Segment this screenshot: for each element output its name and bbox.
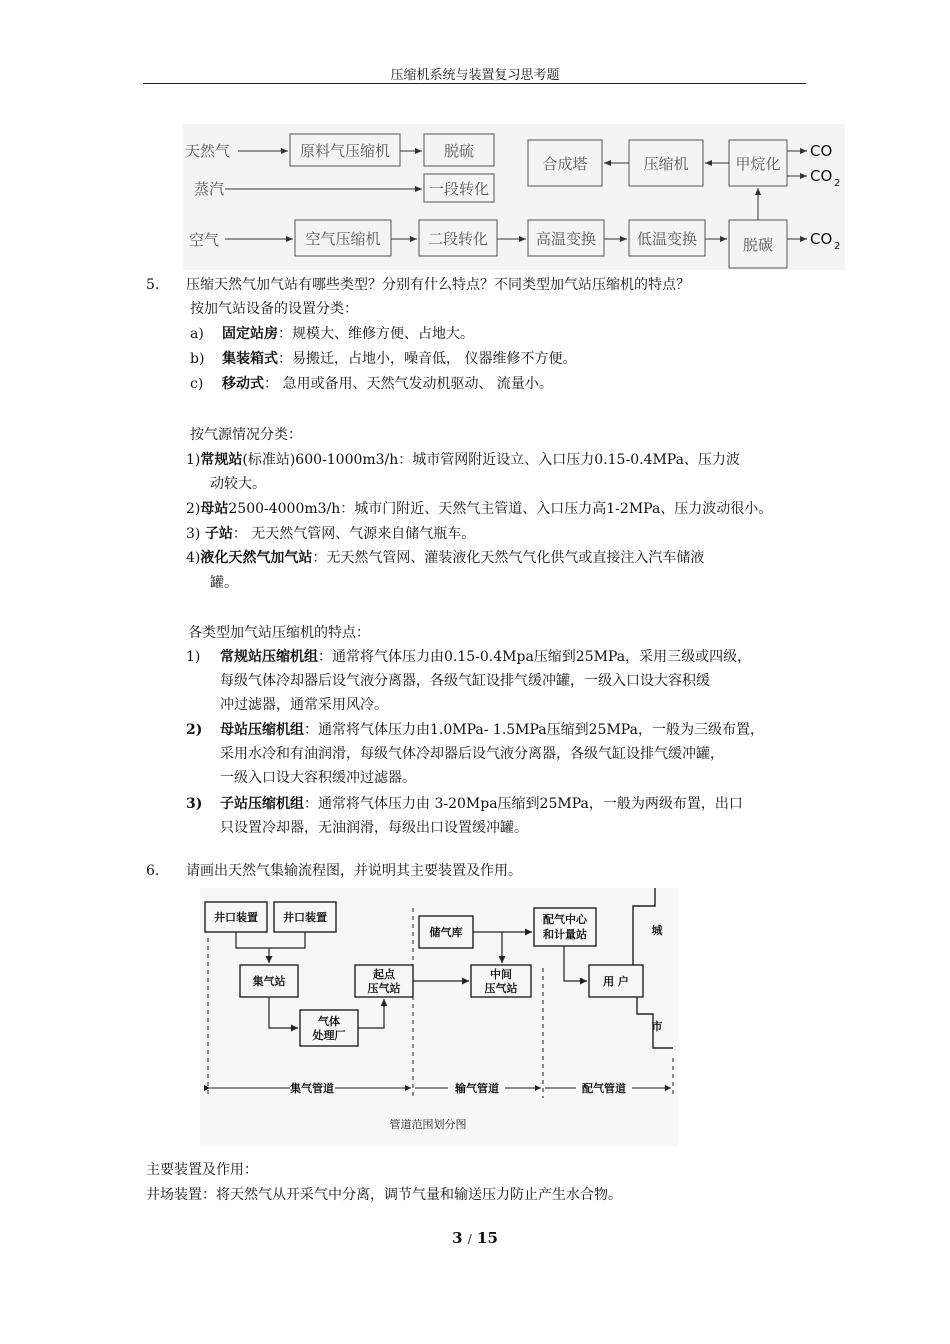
svg-text:一段转化: 一段转化 [428, 180, 490, 198]
output-co: CO [810, 142, 833, 160]
svg-text:空气压缩机: 空气压缩机 [305, 230, 381, 248]
svg-text:低温变换: 低温变换 [636, 230, 698, 248]
compressor-1-num: 1) [186, 649, 201, 665]
item-b-mark: b) [190, 351, 205, 367]
svg-text:甲烷化: 甲烷化 [735, 155, 781, 173]
q5-number: 5. [146, 277, 160, 293]
item-a: 固定站房：规模大、维修方便、占地大。 [222, 326, 474, 342]
gas-pipeline-diagram [200, 888, 678, 1146]
diagram-caption: 管道范围划分图 [389, 1118, 467, 1131]
output-co2-top: CO [810, 167, 833, 185]
compressor-2-num: 2) [186, 722, 203, 738]
svg-text:压气站: 压气站 [367, 982, 401, 995]
compressor-1-l3: 冲过滤器，通常采用风冷。 [220, 697, 388, 713]
input-natural-gas: 天然气 [185, 142, 231, 160]
compressor-3-l2: 只设置冷却器，无油润滑，每级出口设置缓冲罐。 [220, 820, 528, 836]
compressor-2-l3: 一级入口设大容积缓冲过滤器。 [220, 770, 416, 786]
svg-text:2: 2 [834, 241, 841, 252]
svg-text:起点: 起点 [373, 968, 395, 981]
item-b: 集装箱式：易搬迁，占地小，噪音低， 仪器维修不方便。 [222, 351, 577, 367]
compressor-3: 子站压缩机组：通常将气体压力由 3-20Mpa压缩到25MPa，一般为两级布置，出口 [220, 796, 743, 812]
svg-text:输气管道: 输气管道 [455, 1082, 499, 1095]
q5-intro-equipment: 按加气站设备的设置分类： [190, 301, 358, 317]
svg-text:市: 市 [651, 1020, 663, 1033]
station-type-1-cont: 动较大。 [210, 476, 266, 492]
compressor-2-l2: 采用水冷和有油润滑，每级气体冷却器后设气液分离器，各级气缸设排气缓冲罐， [220, 746, 724, 762]
svg-text:处理厂: 处理厂 [312, 1029, 346, 1042]
input-steam: 蒸汽 [194, 180, 225, 198]
station-type-3: 3) 子站： 无天然气管网、气源来自储气瓶车。 [186, 526, 476, 542]
q5-question: 压缩天然气加气站有哪些类型？分别有什么特点？不同类型加气站压缩机的特点？ [186, 277, 690, 293]
svg-text:集气管道: 集气管道 [290, 1082, 334, 1095]
svg-text:高温变换: 高温变换 [535, 230, 597, 248]
station-type-4: 4)液化天然气加气站：无天然气管网、灌装液化天然气气化供气或直接注入汽车储液 [186, 550, 705, 566]
svg-text:配气管道: 配气管道 [582, 1082, 626, 1095]
svg-text:原料气压缩机: 原料气压缩机 [299, 142, 391, 160]
svg-text:用 户: 用 户 [603, 975, 629, 988]
item-a-mark: a) [190, 326, 204, 342]
svg-text:城: 城 [651, 924, 663, 937]
svg-text:合成塔: 合成塔 [542, 155, 588, 173]
svg-text:集气站: 集气站 [252, 975, 286, 988]
svg-text:储气库: 储气库 [429, 926, 463, 939]
compressor-1-l2: 每级气体冷却器后设气液分离器，各级气缸设排气缓冲罐，一级入口设大容积缓 [220, 673, 710, 689]
header-rule [143, 83, 806, 84]
compressor-2: 母站压缩机组：通常将气体压力由1.0MPa- 1.5MPa压缩到25MPa，一般为三级布置， [220, 722, 764, 738]
q6-question: 请画出天然气集输流程图，并说明其主要装置及作用。 [186, 863, 522, 879]
svg-text:二段转化: 二段转化 [427, 230, 489, 248]
svg-text:气体: 气体 [318, 1015, 340, 1028]
svg-text:配气中心: 配气中心 [543, 913, 587, 926]
svg-text:脱硫: 脱硫 [443, 142, 475, 160]
svg-text:脱碳: 脱碳 [742, 236, 774, 254]
compressor-1: 常规站压缩机组：通常将气体压力由0.15-0.4Mpa压缩到25MPa，采用三级或四级， [220, 649, 752, 665]
item-c-mark: c) [190, 376, 204, 392]
page-number: 3 / 15 [452, 1229, 498, 1247]
svg-text:压缩机: 压缩机 [643, 155, 689, 173]
input-air: 空气 [189, 231, 220, 249]
ammonia-flow-diagram [183, 124, 845, 270]
q6-number: 6. [146, 863, 160, 879]
q5-intro-compressor: 各类型加气站压缩机的特点： [188, 625, 370, 641]
svg-text:2: 2 [834, 178, 841, 189]
svg-text:中间: 中间 [490, 968, 512, 981]
svg-text:井口装置: 井口装置 [283, 911, 327, 924]
svg-text:压气站: 压气站 [484, 982, 518, 995]
station-type-4-cont: 罐。 [210, 575, 238, 591]
main-devices-title: 主要装置及作用： [146, 1162, 258, 1178]
item-c: 移动式： 急用或备用、天然气发动机驱动、 流量小。 [222, 376, 553, 392]
station-type-2: 2)母站2500-4000m3/h：城市门附近、天然气主管道、入口压力高1-2MPa、压力波动很小。 [186, 501, 773, 517]
svg-text:井口装置: 井口装置 [214, 911, 258, 924]
page-header: 压缩机系统与装置复习思考题 [390, 68, 560, 83]
well-site-text: 井场装置：将天然气从开采气中分离，调节气量和输送压力防止产生水合物。 [146, 1187, 622, 1203]
output-co2-bottom: CO [810, 230, 833, 248]
q5-intro-source: 按气源情况分类： [190, 427, 302, 443]
station-type-1: 1)常规站(标准站)600-1000m3/h：城市管网附近设立、入口压力0.15-0.4MPa、压力波 [186, 452, 740, 468]
svg-text:和计量站: 和计量站 [543, 928, 587, 941]
compressor-3-num: 3) [186, 796, 203, 812]
